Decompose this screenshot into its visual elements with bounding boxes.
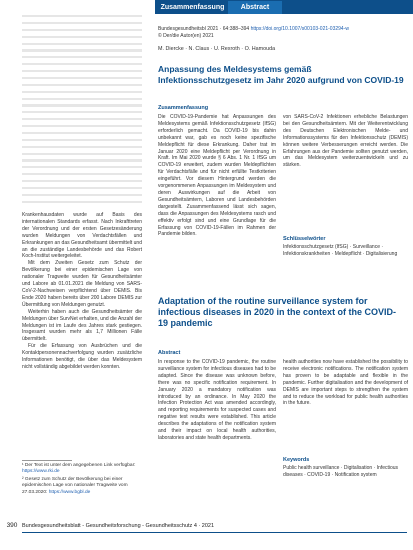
footnote-text: ² Gesetz zum Schutz der Bevölkerung bei einer epidemischen Lage von nationaler Tragweite vom 27.03.2020: (22, 477, 128, 495)
section-header-bar (155, 0, 413, 21)
abstract-en-text-cont: health authorities now have established the possibility to receive electronic notifications. The notification system has proven to be adaptable and flexible in the pandemic. Further digitalisation and the development of DEMIS are important steps to strengthen the system and to reduce the workload for public health authorities in the future. (283, 359, 408, 407)
abstract-de-text: Die COVID-19-Pandemie hat Anpassungen des Meldesystems gemäß Infektionsschutzgesetz (IfSG) erforderlich gemacht. Da COVID-19 bis dahin unbekannt war, gab es noch keine spezifische Meldepflicht für diese Erkrankung. Daher trat im Januar 2020 eine Meldepflicht per Verordnung in Kraft. Im Mai 2020 wurde § 6 Abs. 1 Nr. 1 IfSG um COVID-19 erweitert, zudem wurden Meldepflichten für Verdachtsfälle und für nicht erfüllte Testkriterien eingeführt. Vor diesem Hintergrund werden die vorgenommenen Anpassungen im Meldesystem und deren Auswirkungen auf die Arbeit von Gesundheitsämtern, Laboren und Landesbehörden dargestellt. Zusammenfassend lässt sich sagen, dass die Anpassungen des Meldesystems rasch und effektiv erfolgt sind und eine Grundlage für die Erfassung von COVID-19-Fällen im Rahmen der Pandemie bilden. (158, 114, 276, 238)
abstract-en-column-1 (158, 359, 276, 442)
keywords-en-label: Keywords (283, 457, 310, 463)
keywords-en: Public health surveillance · Digitalisation · Infectious diseases · COVID-19 · Notification system (283, 465, 399, 478)
footnote-text: ¹ Der Text ist unter dem angegebenen Link verfügbar: (22, 463, 136, 468)
footnote-link[interactable]: https://www.rki.de (22, 469, 60, 475)
tab-zusammenfassung[interactable]: Zusammenfassung (158, 1, 227, 14)
body-paragraph: Krankenhausdaten wurde auf Basis des internationalen Standards erfasst. Nach Inkrafttreten der Verordnung und der ersten Gesetzesänderung wurden Meldungen von Verdachtsfällen und Erkrankungen an das Gesundheitsamt übermittelt und an die zuständige Landesbehörde und das Robert Koch-Institut weitergeleitet. (22, 212, 142, 260)
footnote (22, 463, 147, 476)
body-paragraph: Weiterhin haben auch die Gesundheitsämter die Meldungen über SurvNet erhalten, und die Anzahl der Meldungen ist im Laufe des Jahres stark gestiegen. Insgesamt wurden mehr als 1,7 Millionen Fälle übermittelt. (22, 308, 142, 343)
abstract-en-label: Abstract (158, 350, 181, 356)
body-paragraph: Für die Erfassung von Ausbrüchen und die Kontaktpersonennachverfolgung wurden zusätzliche Informationen benötigt, die über das Meldesystem nicht vollständig abgebildet werden konnten. (22, 343, 142, 370)
abstract-de-column-2 (283, 114, 408, 169)
author-list: M. Diercke · N. Claus · U. Rexroth · O. Hamouda (158, 46, 276, 52)
footnote (22, 477, 147, 496)
abstract-en-column-2 (283, 359, 408, 407)
doi-link[interactable]: https://doi.org/10.1007/s00103-021-03294-w (250, 26, 349, 32)
footnotes (22, 463, 147, 497)
citation: Bundesgesundheitsbl 2021 · 64:388–394 (158, 26, 250, 32)
page-number: 390 (4, 519, 20, 533)
article-meta (158, 26, 408, 40)
body-paragraph: Mit dem Zweiten Gesetz zum Schutz der Bevölkerung bei einer epidemischen Lage von nationaler Tragweite wurden für Gesundheitsämter und Labore ab 01.01.2021 die Meldung von SARS-CoV-2-Nachweisen verpflichtend über DEMIS. Bis Ende 2020 haben bereits über 200 Labore DEMIS zur Übermittlung von Meldungen genutzt. (22, 260, 142, 308)
journal-name: Bundesgesundheitsblatt - Gesundheitsforschung - Gesundheitsschutz 4 · 2021 (22, 523, 215, 529)
left-body-column (22, 212, 142, 371)
copyright: © Der/die Autor(en) 2021 (158, 33, 214, 39)
abstract-de-label: Zusammenfassung (158, 105, 209, 111)
abstract-en-text: In response to the COVID-19 pandemic, the routine surveillance system for infectious diseases had to be adapted. Since the disease was unknown before, there was no specific notification requirement. In January 2020 a mandatory notification was introduced by an ordinance. In May 2020 the Infection Protection Act was amended accordingly, and reporting requirements for suspected cases and negative test results were established. This article describes the adaptations of the notification system and their impact on local health authorities, laboratories and state health departments. (158, 359, 276, 441)
abstract-de-column-1 (158, 114, 276, 238)
footnote-link[interactable]: https://www.bgbl.de (48, 489, 91, 495)
title-german: Anpassung des Meldesystems gemäß Infektionsschutzgesetz im Jahr 2020 aufgrund von COVID-19 (158, 64, 404, 85)
footnote-divider (22, 460, 72, 461)
keywords-de-label: Schlüsselwörter (283, 236, 326, 242)
preceding-text-lines (22, 15, 142, 211)
keywords-de: Infektionsschutzgesetz (IfSG) · Surveillance · Infektionskrankheiten · Meldepflicht · Digitalisierung (283, 244, 398, 257)
abstract-de-text-cont: von SARS-CoV-2 Infektionen erhebliche Belastungen bei den Gesundheitsämtern. Mit der Weiterentwicklung des Deutschen Elektronischen Melde- und Informationssystems für den Infektionsschutz (DEMIS) können weitere Verbesserungen erreicht werden. Die Erfahrungen aus der Pandemie sollten genutzt werden, um das Meldesystem weiterzuentwickeln und zu stärken. (283, 114, 408, 169)
page-footer (0, 519, 413, 533)
tab-abstract[interactable]: Abstract (228, 1, 282, 14)
title-english: Adaptation of the routine surveillance system for infectious diseases in 2020 in the context of the COVID-19 pandemic (158, 296, 397, 328)
footer-rule (22, 532, 407, 533)
